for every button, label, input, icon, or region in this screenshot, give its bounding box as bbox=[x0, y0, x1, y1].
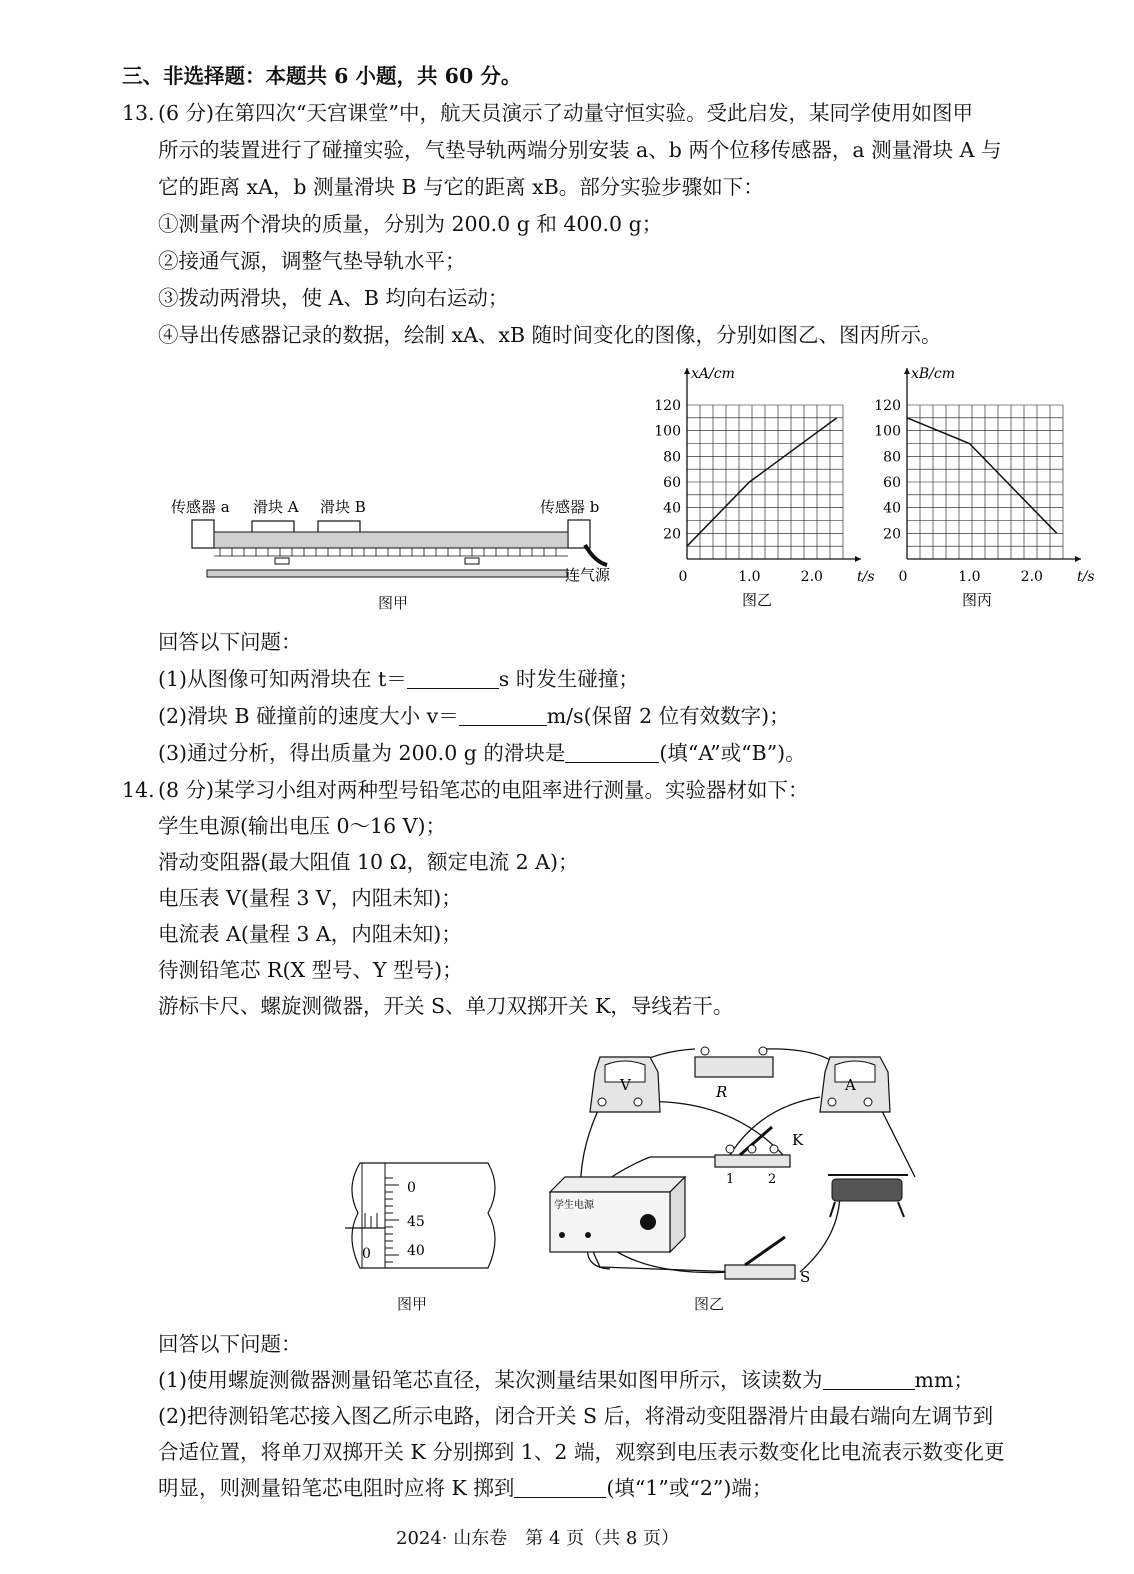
micrometer-caption: 图甲 bbox=[397, 1295, 428, 1313]
power-supply bbox=[550, 1177, 685, 1252]
q13-line-1: (6 分)在第四次“天宫课堂”中，航天员演示了动量守恒实验。受此启发，某同学使用如图甲 bbox=[158, 101, 974, 125]
answer-blank[interactable] bbox=[565, 742, 659, 763]
q14-sub1-text: (1)使用螺旋测微器测量铅笔芯直径，某次测量结果如图甲所示，该读数为 bbox=[158, 1368, 823, 1392]
q13-line-3: 它的距离 xA，b 测量滑块 B 与它的距离 xB。部分实验步骤如下： bbox=[158, 175, 764, 199]
y-tick-label: 120 bbox=[874, 398, 901, 414]
q13-step-2: ②接通气源，调整气垫导轨水平； bbox=[158, 249, 466, 273]
x-tick-label: 2.0 bbox=[800, 569, 823, 585]
ammeter-label: A bbox=[845, 1076, 856, 1094]
thimble-tick-40: 40 bbox=[407, 1243, 425, 1259]
chart-caption: 图丙 bbox=[961, 591, 993, 609]
y-tick-label: 80 bbox=[663, 449, 681, 466]
sensor-a bbox=[192, 520, 214, 548]
chart-grid bbox=[687, 405, 843, 559]
q13-sub2-text-after: m/s(保留 2 位有效数字)； bbox=[546, 704, 790, 728]
q14-equip-4: 电流表 A(量程 3 A，内阻未知)； bbox=[158, 922, 462, 946]
resistor-r bbox=[695, 1047, 773, 1101]
page-footer: 2024· 山东卷 第 4 页（共 8 页） bbox=[396, 1528, 680, 1549]
air-hose bbox=[585, 545, 607, 565]
series-line bbox=[907, 418, 1057, 533]
q14-sub2-text-after: (填“1”或“2”)端； bbox=[606, 1476, 773, 1500]
q13-answer-header: 回答以下问题： bbox=[158, 630, 302, 654]
q13-sub1-text-after: s 时发生碰撞； bbox=[498, 667, 639, 691]
q13-step-3: ③拨动两滑块，使 A、B 均向右运动； bbox=[158, 286, 509, 310]
ammeter bbox=[820, 1057, 890, 1112]
y-tick-label: 40 bbox=[883, 500, 901, 517]
q13-step-1: ①测量两个滑块的质量，分别为 200.0 g 和 400.0 g； bbox=[158, 212, 663, 236]
y-axis-label: xA/cm bbox=[691, 366, 735, 382]
answer-blank[interactable] bbox=[459, 705, 547, 726]
y-tick-label: 100 bbox=[654, 423, 681, 440]
answer-blank[interactable] bbox=[823, 1369, 915, 1390]
q14-line-1: (8 分)某学习小组对两种型号铅笔芯的电阻率进行测量。实验器材如下： bbox=[158, 778, 809, 802]
q14-sub2-line2: 合适位置，将单刀双掷开关 K 分别掷到 1、2 端，观察到电压表示数变化比电流表示数变化更 bbox=[158, 1440, 1005, 1464]
switch-k bbox=[715, 1127, 804, 1187]
switch-s bbox=[725, 1237, 810, 1286]
circuit-figure bbox=[540, 1037, 940, 1289]
q13-sub3-text: (3)通过分析，得出质量为 200.0 g 的滑块是 bbox=[158, 741, 566, 765]
q14-sub2-line3 bbox=[158, 1474, 772, 1502]
q13-sub2-text: (2)滑块 B 碰撞前的速度大小 v＝ bbox=[158, 704, 459, 728]
x-tick-label: 1.0 bbox=[738, 569, 761, 585]
air-track-rail bbox=[214, 532, 568, 556]
y-tick-label: 20 bbox=[883, 526, 901, 543]
q13-sub3-text-after: (填“A”或“B”)。 bbox=[659, 741, 806, 765]
micrometer-figure bbox=[340, 1158, 500, 1293]
k-pos-1: 1 bbox=[726, 1172, 735, 1187]
rheostat bbox=[828, 1175, 908, 1217]
chart-xa bbox=[650, 360, 880, 615]
y-tick-label: 40 bbox=[663, 500, 681, 517]
voltmeter-label: V bbox=[620, 1076, 631, 1094]
sensor-b bbox=[568, 520, 590, 548]
y-tick-label: 60 bbox=[663, 475, 681, 491]
sensor-a-label: 传感器 a bbox=[171, 498, 230, 516]
q13-sub2 bbox=[158, 702, 790, 730]
base-bar bbox=[207, 570, 567, 577]
y-tick-label: 60 bbox=[883, 475, 901, 491]
q14-equip-2: 滑动变阻器(最大阻值 10 Ω，额定电流 2 A)； bbox=[158, 850, 579, 874]
track-supports bbox=[275, 558, 479, 564]
q13-number: 13. bbox=[122, 101, 155, 125]
switch-k-label: K bbox=[792, 1131, 804, 1149]
slider-b-label: 滑块 B bbox=[320, 498, 366, 516]
x-axis-label: t/s bbox=[857, 569, 875, 585]
q14-answer-header: 回答以下问题： bbox=[158, 1332, 302, 1356]
circuit-caption: 图乙 bbox=[694, 1295, 725, 1313]
air-source-label: 连气源 bbox=[565, 566, 611, 584]
q13-sub1-text: (1)从图像可知两滑块在 t＝ bbox=[158, 667, 407, 691]
q14-number: 14. bbox=[122, 778, 155, 802]
figure-jia-caption: 图甲 bbox=[378, 594, 409, 612]
k-pos-2: 2 bbox=[768, 1172, 777, 1187]
resistor-label: R bbox=[716, 1083, 728, 1101]
q13-sub3 bbox=[158, 739, 806, 767]
y-tick-label: 80 bbox=[883, 449, 901, 466]
y-tick-label: 100 bbox=[874, 423, 901, 440]
switch-s-label: S bbox=[800, 1268, 811, 1286]
chart-caption: 图乙 bbox=[741, 591, 773, 609]
x-tick-label: 0 bbox=[898, 569, 908, 585]
x-axis-label: t/s bbox=[1077, 569, 1095, 585]
q14-equip-5: 待测铅笔芯 R(X 型号、Y 型号)； bbox=[158, 958, 463, 982]
voltmeter bbox=[590, 1057, 660, 1112]
slider-a-label: 滑块 A bbox=[253, 498, 299, 516]
chart-xb bbox=[870, 360, 1100, 615]
y-tick-label: 20 bbox=[663, 526, 681, 543]
sensor-b-label: 传感器 b bbox=[540, 498, 600, 516]
main-scale-zero: 0 bbox=[362, 1246, 371, 1262]
thimble-tick-45: 45 bbox=[407, 1214, 425, 1230]
q14-sub1-text-after: mm； bbox=[914, 1368, 974, 1392]
q13-step-4: ④导出传感器记录的数据，绘制 xA、xB 随时间变化的图像，分别如图乙、图丙所示。 bbox=[158, 323, 942, 347]
x-tick-label: 0 bbox=[678, 569, 688, 585]
q13-sub1 bbox=[158, 665, 639, 693]
q14-sub2-line1: (2)把待测铅笔芯接入图乙所示电路，闭合开关 S 后，将滑动变阻器滑片由最右端向左调节到 bbox=[158, 1404, 994, 1428]
q14-equip-6: 游标卡尺、螺旋测微器，开关 S、单刀双掷开关 K，导线若干。 bbox=[158, 994, 734, 1018]
answer-blank[interactable] bbox=[514, 1477, 606, 1498]
x-tick-label: 2.0 bbox=[1020, 569, 1043, 585]
y-tick-label: 120 bbox=[654, 398, 681, 414]
section-title: 三、非选择题：本题共 6 小题，共 60 分。 bbox=[122, 64, 522, 88]
power-supply-label: 学生电源 bbox=[554, 1200, 594, 1211]
q13-line-2: 所示的装置进行了碰撞实验，气垫导轨两端分别安装 a、b 两个位移传感器，a 测量滑块 A 与 bbox=[158, 138, 1002, 162]
answer-blank[interactable] bbox=[407, 668, 499, 689]
y-axis-label: xB/cm bbox=[911, 366, 956, 382]
q14-sub2-text: 明显，则测量铅笔芯电阻时应将 K 掷到 bbox=[158, 1476, 515, 1500]
q14-equip-1: 学生电源(输出电压 0～16 V)； bbox=[158, 814, 446, 838]
q14-sub1 bbox=[158, 1366, 974, 1394]
thimble-tick-0: 0 bbox=[407, 1180, 416, 1196]
x-tick-label: 1.0 bbox=[958, 569, 981, 585]
q14-equip-3: 电压表 V(量程 3 V，内阻未知)； bbox=[158, 886, 462, 910]
